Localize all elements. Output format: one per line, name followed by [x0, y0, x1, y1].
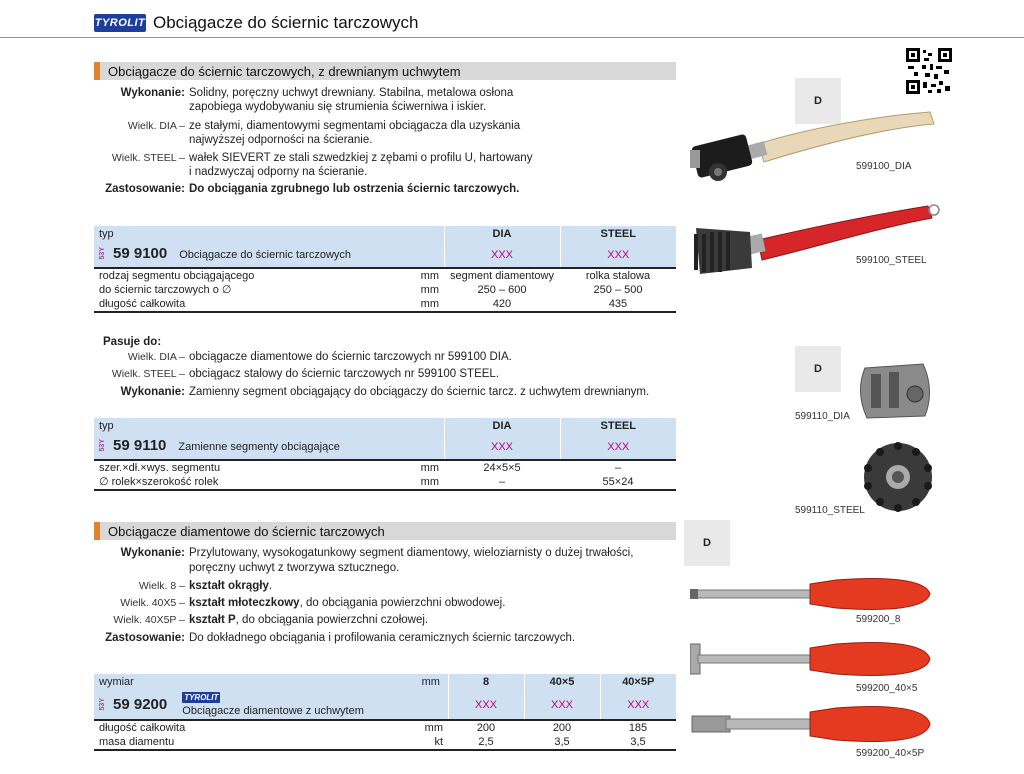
- caption-599200-40x5: 599200_40×5: [856, 683, 918, 694]
- wykonanie-segment: Wykonanie: Zamienny segment obciągający do obciągaczy do ściernic tarcz. z uchwytem drewnianym.: [120, 386, 650, 398]
- product-code: 53Y 59 9100: [99, 245, 168, 262]
- wykonanie-line-1: Wykonanie: Solidny, poręczny uchwyt drewniany. Stabilna, metalowa osłona: [120, 87, 514, 99]
- pasuje-dia: Wielk. DIA – obciągacze diamentowe do ściernic tarczowych nr 599100 DIA.: [127, 351, 512, 363]
- wielk-40x5: Wielk. 40X5 – kształt młoteczkowy, do obciągania powierzchni obwodowej.: [120, 597, 506, 609]
- caption-599200-8: 599200_8: [856, 614, 901, 625]
- price-steel: XXX: [560, 434, 676, 460]
- pasuje-steel: Wielk. STEEL – obciągacz stalowy do ściernic tarczowych nr 599100 STEEL.: [111, 368, 500, 380]
- tyrolit-logo: TYROLIT: [94, 14, 146, 32]
- wykonanie-line-2: zapobiega wydobywaniu się strumienia ściwerniwa i iskier.: [189, 101, 487, 113]
- price-8: XXX: [448, 690, 524, 720]
- page-header: [0, 0, 1024, 38]
- table-599200: wymiar mm 8 40×5 40×5P 53Y 59 9200 TYROLIT Obciągacze diamentowe z uchwytem XXX XXX XXX długość całkowita mm 200 200 185 masa diamentu kt 2,5 3,5 3,5: [94, 674, 676, 751]
- table-599110: typ DIA STEEL 53Y 59 9110 Zamienne segmenty obciągające XXX XXX szer.×dł.×wys. segmentu mm 24×5×5 – ∅ rolek×szerokość rolek mm – 55×24: [94, 418, 676, 491]
- section-header-wooden-handle: Obciągacze do ściernic tarczowych, z drewnianym uchwytem: [94, 62, 676, 80]
- wielk-40x5p: Wielk. 40X5P – kształt P, do obciągania powierzchni czołowej.: [113, 614, 429, 626]
- steel-line-1: Wielk. STEEL – wałek SIEVERT ze stali szwedzkiej z zębami o profilu U, hartowany: [111, 152, 533, 164]
- zastosowanie-line: Zastosowanie: Do obciągania zgrubnego lub ostrzenia ściernic tarczowych.: [105, 183, 520, 195]
- qr-code: [906, 48, 952, 94]
- zastosowanie-diamond: Zastosowanie: Do dokładnego obciągania i profilowania ceramicznych ściernic tarczowych.: [105, 632, 576, 644]
- dresser-steel-image: [688, 198, 948, 288]
- caption-599100-dia: 599100_DIA: [856, 161, 912, 172]
- d-badge-3: D: [684, 520, 730, 566]
- steel-line-2: i nadzwyczaj odporny na ścieranie.: [189, 166, 368, 178]
- caption-599110-dia: 599110_DIA: [795, 411, 850, 422]
- wykonanie-diamond-2: poręczny uchwyt z tworzywa sztucznego.: [189, 562, 400, 574]
- wielk-8: Wielk. 8 – kształt okrągły.: [138, 580, 273, 592]
- dresser-dia-image: [688, 108, 938, 188]
- price-40x5: XXX: [524, 690, 600, 720]
- caption-599100-steel: 599100_STEEL: [856, 255, 927, 266]
- section-header-diamond: Obciągacze diamentowe do ściernic tarczowych: [94, 522, 676, 540]
- table-row: rodzaj segmentu obciągającego mm segment diamentowy rolka stalowa: [99, 270, 651, 282]
- table-row: długość całkowita mm 200 200 185: [99, 722, 648, 734]
- dresser-8-image: [690, 576, 940, 616]
- product-code: 53Y 59 9200: [99, 695, 168, 713]
- wykonanie-diamond-1: Wykonanie: Przylutowany, wysokogatunkowy segment diamentowy, wieloziarnisty o dużej trwałości,: [120, 547, 634, 559]
- pasuje-do-label: Pasuje do:: [103, 336, 162, 348]
- product-code-cell: 53Y 59 9110 Zamienne segmenty obciągające: [94, 434, 444, 460]
- table-row: ∅ rolek×szerokość rolek mm – 55×24: [94, 475, 676, 490]
- table-599100: typ DIA STEEL 53Y 59 9100 Obciągacze do ściernic tarczowych XXX XXX rodzaj segmentu obciągającego mm segment diamentowy rolka stalowa do ściernic tarczowych o ∅ mm 250 – 600 250 – 500 długość całkowita mm 420 435: [94, 226, 676, 313]
- segment-dia-image: [855, 360, 937, 422]
- price-dia: XXX: [444, 434, 560, 460]
- page-title: Obciągacze do ściernic tarczowych: [153, 13, 419, 32]
- product-code: 53Y 59 9110: [99, 437, 167, 454]
- rolls-steel-image: [858, 438, 938, 516]
- price-40x5p: XXX: [600, 690, 676, 720]
- table-row: szer.×dł.×wys. segmentu mm 24×5×5 –: [99, 462, 622, 474]
- d-badge-2: D: [795, 346, 841, 392]
- product-code-cell: 53Y 59 9200 TYROLIT Obciągacze diamentowe z uchwytem: [94, 690, 448, 720]
- dresser-40x5p-image: [690, 706, 940, 750]
- tyrolit-mini-logo: TYROLIT: [184, 693, 219, 702]
- dresser-40x5-image: [690, 636, 940, 682]
- d-badge-1: D: [795, 78, 841, 124]
- table-row: długość całkowita mm 420 435: [94, 297, 676, 312]
- price-steel: XXX: [560, 242, 676, 268]
- caption-599200-40x5p: 599200_40×5P: [856, 748, 925, 759]
- product-code-cell: 53Y 59 9100 Obciągacze do ściernic tarczowych: [94, 242, 444, 268]
- caption-599110-steel: 599110_STEEL: [795, 505, 865, 516]
- table-row: masa diamentu kt 2,5 3,5 3,5: [94, 735, 676, 750]
- dia-line-1: Wielk. DIA – ze stałymi, diamentowymi segmentami obciągacza dla uzyskania: [127, 120, 521, 132]
- table-row: do ściernic tarczowych o ∅ mm 250 – 600 250 – 500: [99, 284, 643, 296]
- price-dia: XXX: [444, 242, 560, 268]
- dia-line-2: najwyższej odporności na ścieranie.: [189, 134, 373, 146]
